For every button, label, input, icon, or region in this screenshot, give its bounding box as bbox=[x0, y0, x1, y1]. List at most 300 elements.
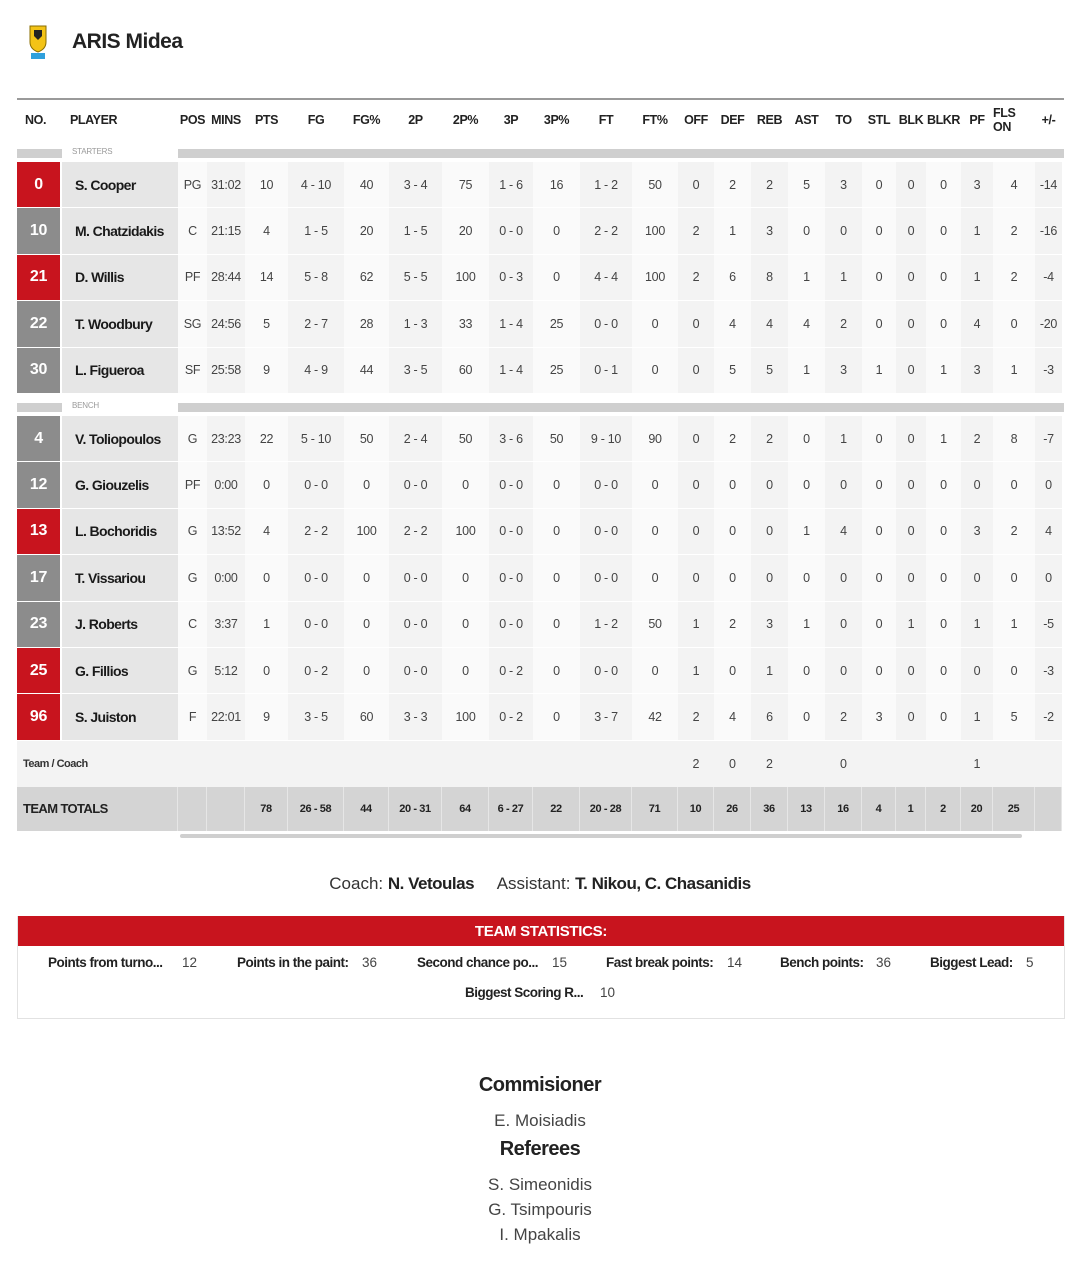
team-coach-cell bbox=[788, 741, 825, 787]
stat-cell-2p: 2 - 4 bbox=[389, 416, 442, 462]
stat-cell-3p: 1 - 6 bbox=[489, 162, 533, 208]
column-header-no[interactable]: NO. bbox=[25, 113, 47, 127]
stat-biggest-scoring-run bbox=[465, 982, 616, 1002]
stat-cell-ast: 0 bbox=[788, 694, 825, 740]
stat-cell-off: 0 bbox=[678, 162, 714, 208]
stat-cell-pf: 3 bbox=[961, 509, 993, 555]
jersey-number: 12 bbox=[17, 462, 62, 508]
stat-cell-fg-pct: 0 bbox=[344, 555, 389, 601]
stat-cell-def: 0 bbox=[714, 555, 751, 601]
stat-cell-3p-pct: 25 bbox=[533, 348, 580, 394]
stat-cell-3p-pct: 0 bbox=[533, 509, 580, 555]
stat-value: 36 bbox=[876, 954, 892, 970]
stat-cell-mins: 31:02 bbox=[207, 162, 245, 208]
stat-cell-ft: 4 - 4 bbox=[580, 255, 632, 301]
stat-cell-ft-pct: 90 bbox=[632, 416, 678, 462]
team-coach-cell bbox=[993, 741, 1035, 787]
stat-cell-2p: 3 - 5 bbox=[389, 348, 442, 394]
stat-cell-blk: 0 bbox=[896, 648, 926, 694]
stat-cell-pf: 3 bbox=[961, 348, 993, 394]
jersey-number: 17 bbox=[17, 555, 62, 601]
stat-cell-ast: 1 bbox=[788, 509, 825, 555]
stat-cell-ft: 1 - 2 bbox=[580, 602, 632, 648]
stat-cell-pf: 3 bbox=[961, 162, 993, 208]
column-header-mins[interactable]: MINS bbox=[211, 113, 241, 127]
player-name-link[interactable]: G. Fillios bbox=[62, 648, 178, 694]
stat-cell-plus-minus: -14 bbox=[1035, 162, 1062, 208]
stat-cell-2p: 1 - 3 bbox=[389, 301, 442, 347]
team-coach-cell bbox=[344, 741, 389, 787]
stat-cell-reb: 4 bbox=[751, 301, 788, 347]
stat-cell-ast: 0 bbox=[788, 462, 825, 508]
stat-label: Points from turno... bbox=[48, 954, 163, 970]
stat-cell-def: 2 bbox=[714, 162, 751, 208]
stat-points-in-paint bbox=[237, 952, 378, 972]
stat-cell-stl: 0 bbox=[862, 255, 896, 301]
stat-cell-ft-pct: 50 bbox=[632, 162, 678, 208]
stat-fast-break-points bbox=[606, 952, 743, 972]
stat-cell-3p-pct: 16 bbox=[533, 162, 580, 208]
player-row[interactable] bbox=[17, 255, 1064, 301]
stat-cell-pos: PG bbox=[178, 162, 207, 208]
stat-cell-pf: 0 bbox=[961, 555, 993, 601]
stat-cell-to: 0 bbox=[825, 648, 862, 694]
stat-cell-pts: 9 bbox=[245, 694, 288, 740]
stat-label: Biggest Scoring R... bbox=[465, 984, 584, 1000]
stat-cell-fls-on: 0 bbox=[993, 648, 1035, 694]
stat-cell-blkr: 0 bbox=[926, 301, 961, 347]
player-name-link[interactable]: V. Toliopoulos bbox=[62, 416, 178, 462]
stat-cell-ft: 0 - 1 bbox=[580, 348, 632, 394]
stat-cell-3p-pct: 0 bbox=[533, 255, 580, 301]
stat-cell-reb: 2 bbox=[751, 416, 788, 462]
stat-cell-ft: 0 - 0 bbox=[580, 301, 632, 347]
player-name-link[interactable]: G. Giouzelis bbox=[62, 462, 178, 508]
stat-cell-pos: G bbox=[178, 555, 207, 601]
team-coach-cell bbox=[1035, 741, 1062, 787]
stat-cell-pos: C bbox=[178, 208, 207, 254]
stat-cell-to: 0 bbox=[825, 602, 862, 648]
stat-cell-mins: 0:00 bbox=[207, 462, 245, 508]
stat-cell-reb: 2 bbox=[751, 162, 788, 208]
stat-biggest-lead bbox=[930, 952, 1034, 972]
stat-cell-reb: 0 bbox=[751, 555, 788, 601]
column-header-blkr[interactable]: BLKR bbox=[926, 113, 961, 127]
column-header-3p-pct[interactable]: 3P% bbox=[543, 113, 570, 127]
player-name-link[interactable]: M. Chatzidakis bbox=[62, 208, 178, 254]
stat-cell-2p-pct: 33 bbox=[442, 301, 489, 347]
stat-cell-2p-pct: 20 bbox=[442, 208, 489, 254]
stat-cell-ft-pct: 0 bbox=[632, 301, 678, 347]
player-row[interactable] bbox=[17, 509, 1064, 555]
column-header-to[interactable]: TO bbox=[835, 113, 852, 127]
stat-cell-blkr: 1 bbox=[926, 416, 961, 462]
stat-cell-fls-on: 8 bbox=[993, 416, 1035, 462]
stat-cell-3p: 0 - 2 bbox=[489, 694, 533, 740]
stat-cell-to: 2 bbox=[825, 694, 862, 740]
horizontal-scrollbar[interactable] bbox=[180, 834, 1022, 838]
stat-cell-2p-pct: 0 bbox=[442, 648, 489, 694]
stat-cell-ft-pct: 0 bbox=[632, 509, 678, 555]
stat-cell-mins: 0:00 bbox=[207, 555, 245, 601]
stat-cell-ast: 4 bbox=[788, 301, 825, 347]
stat-cell-2p: 3 - 3 bbox=[389, 694, 442, 740]
team-totals-cell: 16 bbox=[825, 787, 862, 831]
stat-cell-pos: G bbox=[178, 509, 207, 555]
section-bench bbox=[17, 394, 1064, 416]
stat-cell-ft-pct: 0 bbox=[632, 648, 678, 694]
stat-cell-def: 1 bbox=[714, 208, 751, 254]
stat-cell-def: 4 bbox=[714, 301, 751, 347]
stat-cell-reb: 3 bbox=[751, 208, 788, 254]
stat-cell-def: 0 bbox=[714, 648, 751, 694]
stat-cell-plus-minus: -2 bbox=[1035, 694, 1062, 740]
team-coach-cell bbox=[178, 741, 207, 787]
stat-value: 14 bbox=[727, 954, 743, 970]
stat-cell-reb: 5 bbox=[751, 348, 788, 394]
stat-cell-pos: C bbox=[178, 602, 207, 648]
jersey-number: 23 bbox=[17, 602, 62, 648]
stat-cell-ft-pct: 100 bbox=[632, 255, 678, 301]
stat-cell-reb: 3 bbox=[751, 602, 788, 648]
player-row[interactable] bbox=[17, 208, 1064, 254]
stat-cell-2p: 0 - 0 bbox=[389, 555, 442, 601]
coach-label: Coach: bbox=[329, 874, 384, 893]
stat-cell-fg: 0 - 0 bbox=[288, 602, 344, 648]
stat-cell-ft: 2 - 2 bbox=[580, 208, 632, 254]
stat-cell-ft-pct: 0 bbox=[632, 462, 678, 508]
stat-cell-stl: 3 bbox=[862, 694, 896, 740]
player-name-link[interactable]: T. Vissariou bbox=[62, 555, 178, 601]
stat-cell-fg-pct: 0 bbox=[344, 602, 389, 648]
stat-cell-ft-pct: 50 bbox=[632, 602, 678, 648]
stat-cell-def: 6 bbox=[714, 255, 751, 301]
stat-cell-ast: 1 bbox=[788, 255, 825, 301]
column-header-pf[interactable]: PF bbox=[969, 113, 985, 127]
stat-cell-blkr: 0 bbox=[926, 648, 961, 694]
team-coach-cell bbox=[245, 741, 288, 787]
column-header-plus-minus[interactable]: +/- bbox=[1041, 113, 1056, 127]
stat-cell-mins: 25:58 bbox=[207, 348, 245, 394]
player-name-link[interactable]: J. Roberts bbox=[62, 602, 178, 648]
player-name-link[interactable]: L. Bochoridis bbox=[62, 509, 178, 555]
stat-cell-def: 2 bbox=[714, 602, 751, 648]
jersey-number: 13 bbox=[17, 509, 62, 555]
stat-cell-blk: 0 bbox=[896, 416, 926, 462]
stat-cell-plus-minus: -5 bbox=[1035, 602, 1062, 648]
stat-cell-plus-minus: 0 bbox=[1035, 555, 1062, 601]
team-coach-cell: 0 bbox=[714, 741, 751, 787]
stat-cell-3p: 0 - 0 bbox=[489, 555, 533, 601]
referees-title: Referees bbox=[499, 1138, 581, 1160]
stat-cell-mins: 13:52 bbox=[207, 509, 245, 555]
stat-cell-ft-pct: 100 bbox=[632, 208, 678, 254]
stat-cell-off: 2 bbox=[678, 255, 714, 301]
column-header-fg[interactable]: FG bbox=[307, 113, 325, 127]
stat-cell-plus-minus: -4 bbox=[1035, 255, 1062, 301]
section-label-starters: STARTERS bbox=[72, 147, 113, 156]
stat-cell-blk: 0 bbox=[896, 162, 926, 208]
stat-label: Fast break points: bbox=[606, 954, 714, 970]
column-header-def[interactable]: DEF bbox=[720, 113, 745, 127]
team-totals-cell: 4 bbox=[862, 787, 896, 831]
column-header-player[interactable]: PLAYER bbox=[70, 113, 118, 127]
stat-cell-fls-on: 5 bbox=[993, 694, 1035, 740]
team-coach-cell bbox=[389, 741, 442, 787]
column-header-pts[interactable]: PTS bbox=[254, 113, 279, 127]
jersey-number: 30 bbox=[17, 348, 62, 394]
column-header-3p[interactable]: 3P bbox=[503, 113, 519, 127]
stat-cell-fg-pct: 100 bbox=[344, 509, 389, 555]
stat-cell-pos: PF bbox=[178, 462, 207, 508]
stat-cell-stl: 0 bbox=[862, 162, 896, 208]
stat-cell-3p: 0 - 3 bbox=[489, 255, 533, 301]
stat-cell-mins: 28:44 bbox=[207, 255, 245, 301]
stat-cell-2p-pct: 75 bbox=[442, 162, 489, 208]
stat-cell-2p-pct: 0 bbox=[442, 462, 489, 508]
team-totals-cell: 20 - 31 bbox=[389, 787, 442, 831]
stat-cell-blkr: 0 bbox=[926, 509, 961, 555]
stat-cell-fg: 2 - 2 bbox=[288, 509, 344, 555]
stat-cell-mins: 22:01 bbox=[207, 694, 245, 740]
stat-cell-2p: 1 - 5 bbox=[389, 208, 442, 254]
stat-cell-stl: 0 bbox=[862, 509, 896, 555]
stat-cell-fls-on: 2 bbox=[993, 509, 1035, 555]
stat-cell-blkr: 0 bbox=[926, 555, 961, 601]
stat-cell-ast: 5 bbox=[788, 162, 825, 208]
column-header-ast[interactable]: AST bbox=[794, 113, 819, 127]
team-coach-cell bbox=[580, 741, 632, 787]
team-totals-cell bbox=[1035, 787, 1062, 831]
stat-cell-pf: 0 bbox=[961, 648, 993, 694]
stat-label: Bench points: bbox=[780, 954, 864, 970]
player-row[interactable] bbox=[17, 462, 1064, 508]
table-header-row bbox=[17, 100, 1064, 140]
column-header-ft[interactable]: FT bbox=[598, 113, 614, 127]
stat-cell-blk: 0 bbox=[896, 462, 926, 508]
commissioner-title: Commisioner bbox=[478, 1074, 602, 1096]
stat-cell-pts: 1 bbox=[245, 602, 288, 648]
stat-cell-fg: 2 - 7 bbox=[288, 301, 344, 347]
stat-cell-fls-on: 1 bbox=[993, 602, 1035, 648]
stat-cell-blk: 0 bbox=[896, 208, 926, 254]
column-header-off[interactable]: OFF bbox=[684, 113, 708, 127]
stat-value: 12 bbox=[182, 954, 198, 970]
team-coach-cell: 1 bbox=[961, 741, 993, 787]
team-name[interactable]: ARIS Midea bbox=[72, 30, 183, 53]
stat-cell-off: 0 bbox=[678, 555, 714, 601]
stat-cell-ft-pct: 42 bbox=[632, 694, 678, 740]
stat-cell-stl: 0 bbox=[862, 555, 896, 601]
stat-cell-ast: 0 bbox=[788, 208, 825, 254]
stat-cell-3p-pct: 0 bbox=[533, 208, 580, 254]
stat-cell-2p-pct: 0 bbox=[442, 555, 489, 601]
team-totals-cell: 78 bbox=[245, 787, 288, 831]
stat-cell-2p: 0 - 0 bbox=[389, 462, 442, 508]
stat-cell-stl: 1 bbox=[862, 348, 896, 394]
stat-cell-blk: 0 bbox=[896, 301, 926, 347]
team-totals-row bbox=[17, 787, 1064, 831]
stat-cell-3p: 0 - 0 bbox=[489, 602, 533, 648]
stat-cell-fg-pct: 60 bbox=[344, 694, 389, 740]
stat-cell-2p-pct: 100 bbox=[442, 509, 489, 555]
stat-cell-reb: 0 bbox=[751, 462, 788, 508]
player-name-link[interactable]: L. Figueroa bbox=[62, 348, 178, 394]
stat-cell-3p-pct: 50 bbox=[533, 416, 580, 462]
stat-cell-plus-minus: -7 bbox=[1035, 416, 1062, 462]
stat-cell-off: 0 bbox=[678, 348, 714, 394]
team-statistics-title: TEAM STATISTICS: bbox=[18, 916, 1064, 946]
stat-cell-off: 0 bbox=[678, 416, 714, 462]
box-score-table bbox=[17, 98, 1064, 838]
stat-cell-ft: 0 - 0 bbox=[580, 462, 632, 508]
jersey-number: 21 bbox=[17, 255, 62, 301]
stat-cell-3p: 0 - 0 bbox=[489, 208, 533, 254]
stat-cell-fg: 5 - 8 bbox=[288, 255, 344, 301]
stat-cell-3p: 3 - 6 bbox=[489, 416, 533, 462]
stat-cell-2p: 2 - 2 bbox=[389, 509, 442, 555]
stat-cell-off: 0 bbox=[678, 509, 714, 555]
stat-cell-fg: 0 - 2 bbox=[288, 648, 344, 694]
stat-label: Second chance po... bbox=[417, 954, 539, 970]
team-coach-cell bbox=[489, 741, 533, 787]
stat-cell-blk: 1 bbox=[896, 602, 926, 648]
starters-rows bbox=[17, 162, 1064, 394]
stat-cell-2p: 0 - 0 bbox=[389, 648, 442, 694]
column-header-fls-on[interactable]: FLS ON bbox=[993, 106, 1016, 134]
team-coach-cell bbox=[533, 741, 580, 787]
player-row[interactable] bbox=[17, 602, 1064, 648]
stat-cell-stl: 0 bbox=[862, 648, 896, 694]
stat-cell-pts: 14 bbox=[245, 255, 288, 301]
stat-cell-off: 0 bbox=[678, 462, 714, 508]
stat-cell-ast: 1 bbox=[788, 348, 825, 394]
stat-cell-plus-minus: 0 bbox=[1035, 462, 1062, 508]
team-totals-cell: 10 bbox=[678, 787, 714, 831]
commissioner-name: E. Moisiadis bbox=[494, 1111, 586, 1130]
stat-cell-fg: 5 - 10 bbox=[288, 416, 344, 462]
bench-rows bbox=[17, 416, 1064, 741]
stat-cell-ft: 3 - 7 bbox=[580, 694, 632, 740]
column-header-blk[interactable]: BLK bbox=[898, 113, 924, 127]
stat-cell-fls-on: 2 bbox=[993, 255, 1035, 301]
column-header-2p[interactable]: 2P bbox=[408, 113, 423, 127]
stat-cell-fg-pct: 0 bbox=[344, 462, 389, 508]
stat-cell-pf: 1 bbox=[961, 255, 993, 301]
stat-cell-3p: 0 - 2 bbox=[489, 648, 533, 694]
stat-cell-pf: 1 bbox=[961, 602, 993, 648]
jersey-number: 10 bbox=[17, 208, 62, 254]
stat-cell-pts: 10 bbox=[245, 162, 288, 208]
team-totals-cell: 44 bbox=[344, 787, 389, 831]
player-row[interactable] bbox=[17, 694, 1064, 740]
column-header-2p-pct[interactable]: 2P% bbox=[452, 113, 479, 127]
stat-cell-off: 0 bbox=[678, 301, 714, 347]
team-totals-cell: 36 bbox=[751, 787, 788, 831]
stat-cell-to: 4 bbox=[825, 509, 862, 555]
player-row[interactable] bbox=[17, 555, 1064, 601]
team-totals-cell: 25 bbox=[993, 787, 1035, 831]
stat-cell-fls-on: 4 bbox=[993, 162, 1035, 208]
stat-second-chance-points bbox=[417, 952, 568, 972]
team-totals-cell: 71 bbox=[632, 787, 678, 831]
player-row[interactable] bbox=[17, 301, 1064, 347]
player-row[interactable] bbox=[17, 348, 1064, 394]
stat-cell-off: 2 bbox=[678, 694, 714, 740]
player-name-link[interactable]: D. Willis bbox=[62, 255, 178, 301]
section-starters bbox=[17, 140, 1064, 162]
stat-cell-pos: SG bbox=[178, 301, 207, 347]
stat-cell-2p: 3 - 4 bbox=[389, 162, 442, 208]
player-name-link[interactable]: T. Woodbury bbox=[62, 301, 178, 347]
stat-cell-2p-pct: 100 bbox=[442, 694, 489, 740]
column-header-stl[interactable]: STL bbox=[867, 113, 891, 127]
team-totals-label: TEAM TOTALS bbox=[17, 787, 178, 831]
column-header-pos[interactable]: POS bbox=[179, 113, 206, 127]
stat-cell-pf: 1 bbox=[961, 694, 993, 740]
stat-cell-pf: 4 bbox=[961, 301, 993, 347]
stat-cell-ft: 1 - 2 bbox=[580, 162, 632, 208]
stat-cell-fls-on: 2 bbox=[993, 208, 1035, 254]
stat-cell-ast: 1 bbox=[788, 602, 825, 648]
stat-cell-pf: 0 bbox=[961, 462, 993, 508]
player-name-link[interactable]: S. Juiston bbox=[62, 694, 178, 740]
player-row[interactable] bbox=[17, 162, 1064, 208]
stat-cell-blkr: 0 bbox=[926, 462, 961, 508]
stat-cell-pf: 2 bbox=[961, 416, 993, 462]
assistant-names: T. Nikou, C. Chasanidis bbox=[575, 874, 751, 893]
referee-name: S. Simeonidis bbox=[488, 1175, 592, 1194]
stat-cell-off: 1 bbox=[678, 648, 714, 694]
stat-cell-pts: 4 bbox=[245, 509, 288, 555]
stat-cell-fg: 1 - 5 bbox=[288, 208, 344, 254]
stat-cell-3p-pct: 0 bbox=[533, 648, 580, 694]
team-coach-cell: 2 bbox=[751, 741, 788, 787]
player-name-link[interactable]: S. Cooper bbox=[62, 162, 178, 208]
column-header-reb[interactable]: REB bbox=[756, 113, 783, 127]
team-coach-cell: 0 bbox=[825, 741, 862, 787]
stat-cell-fg: 0 - 0 bbox=[288, 462, 344, 508]
stat-cell-pos: PF bbox=[178, 255, 207, 301]
referees-section bbox=[0, 1138, 1080, 1245]
stat-cell-fls-on: 1 bbox=[993, 348, 1035, 394]
team-totals-cell: 6 - 27 bbox=[489, 787, 533, 831]
team-totals-cell: 22 bbox=[533, 787, 580, 831]
team-coach-cell: 2 bbox=[678, 741, 714, 787]
stat-cell-plus-minus: -3 bbox=[1035, 348, 1062, 394]
column-header-fg-pct[interactable]: FG% bbox=[352, 113, 381, 127]
stat-cell-mins: 5:12 bbox=[207, 648, 245, 694]
stat-cell-fg-pct: 40 bbox=[344, 162, 389, 208]
stat-cell-fg: 3 - 5 bbox=[288, 694, 344, 740]
stat-cell-blk: 0 bbox=[896, 509, 926, 555]
stat-cell-pos: F bbox=[178, 694, 207, 740]
column-header-ft-pct[interactable]: FT% bbox=[642, 113, 668, 127]
stat-cell-reb: 8 bbox=[751, 255, 788, 301]
stat-cell-to: 1 bbox=[825, 255, 862, 301]
stat-cell-3p: 0 - 0 bbox=[489, 462, 533, 508]
stat-cell-to: 3 bbox=[825, 348, 862, 394]
stat-cell-fg: 4 - 10 bbox=[288, 162, 344, 208]
stat-cell-2p-pct: 50 bbox=[442, 416, 489, 462]
player-row[interactable] bbox=[17, 648, 1064, 694]
stat-cell-ft-pct: 0 bbox=[632, 348, 678, 394]
stat-value: 15 bbox=[552, 954, 568, 970]
stat-cell-2p: 5 - 5 bbox=[389, 255, 442, 301]
player-row[interactable] bbox=[17, 416, 1064, 462]
stat-cell-fg-pct: 62 bbox=[344, 255, 389, 301]
stat-cell-mins: 23:23 bbox=[207, 416, 245, 462]
